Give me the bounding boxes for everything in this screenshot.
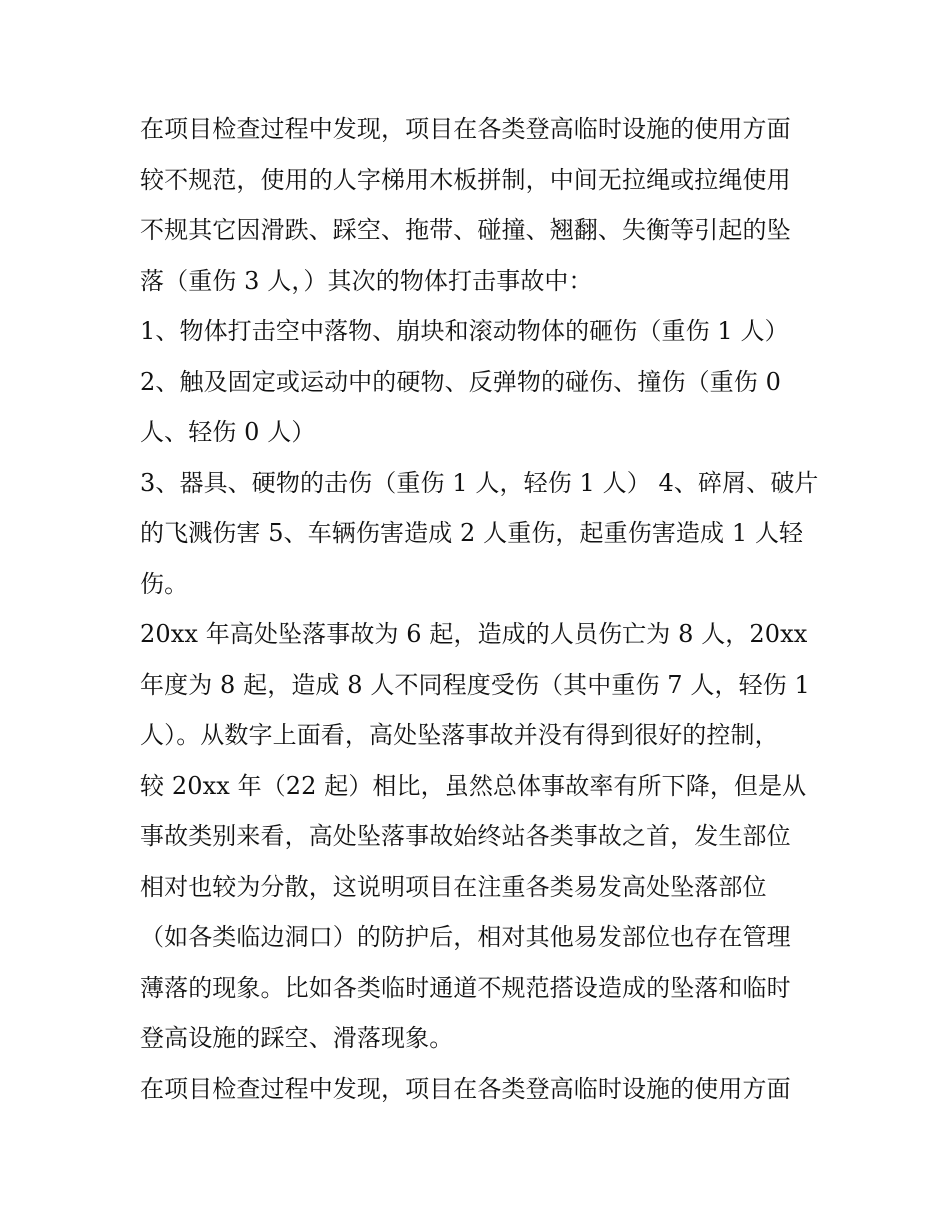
text-line: 3、器具、硬物的击伤（重伤 1 人，轻伤 1 人） 4、碎屑、破片 — [140, 468, 819, 497]
text-line: 人）。从数字上面看，高处坠落事故并没有得到很好的控制， — [140, 721, 779, 749]
text-line: 事故类别来看，高处坠落事故始终站各类事故之首，发生部位 — [140, 822, 791, 850]
text-line: 较 20xx 年（22 起）相比，虽然总体事故率有所下降，但是从 — [140, 771, 807, 800]
text-line: 年度为 8 起，造成 8 人不同程度受伤（其中重伤 7 人，轻伤 1 — [140, 670, 810, 699]
text-line: 的飞溅伤害 5、车辆伤害造成 2 人重伤，起重伤害造成 1 人轻 — [140, 519, 804, 547]
document-body — [140, 104, 820, 1114]
text-line: 在项目检查过程中发现，项目在各类登高临时设施的使用方面 — [140, 1074, 791, 1103]
text-line: 20xx 年高处坠落事故为 6 起，造成的人员伤亡为 8 人，20xx — [140, 620, 808, 648]
text-line: 2、触及固定或运动中的硬物、反弹物的碰伤、撞伤（重伤 0 — [140, 367, 781, 396]
text-line: 相对也较为分散，这说明项目在注重各类易发高处坠落部位 — [140, 872, 767, 901]
text-line: 薄落的现象。比如各类临时通道不规范搭设造成的坠落和临时 — [140, 973, 791, 1002]
text-line: （如各类临边洞口）的防护后，相对其他易发部位也存在管理 — [140, 923, 791, 951]
text-line: 在项目检查过程中发现，项目在各类登高临时设施的使用方面 — [140, 115, 791, 143]
text-line: 登高设施的踩空、滑落现象。 — [140, 1024, 454, 1052]
text-line: 伤。 — [140, 569, 189, 598]
text-line: 落（重伤 3 人，）其次的物体打击事故中： — [140, 266, 593, 295]
text-line: 较不规范，使用的人字梯用木板拼制，中间无拉绳或拉绳使用 — [140, 165, 791, 194]
text-line: 人、轻伤 0 人） — [140, 418, 316, 446]
text-line: 1、物体打击空中落物、崩块和滚动物体的砸伤（重伤 1 人） — [140, 317, 789, 345]
text-line: 不规其它因滑跌、踩空、拖带、碰撞、翘翻、失衡等引起的坠 — [140, 216, 791, 244]
